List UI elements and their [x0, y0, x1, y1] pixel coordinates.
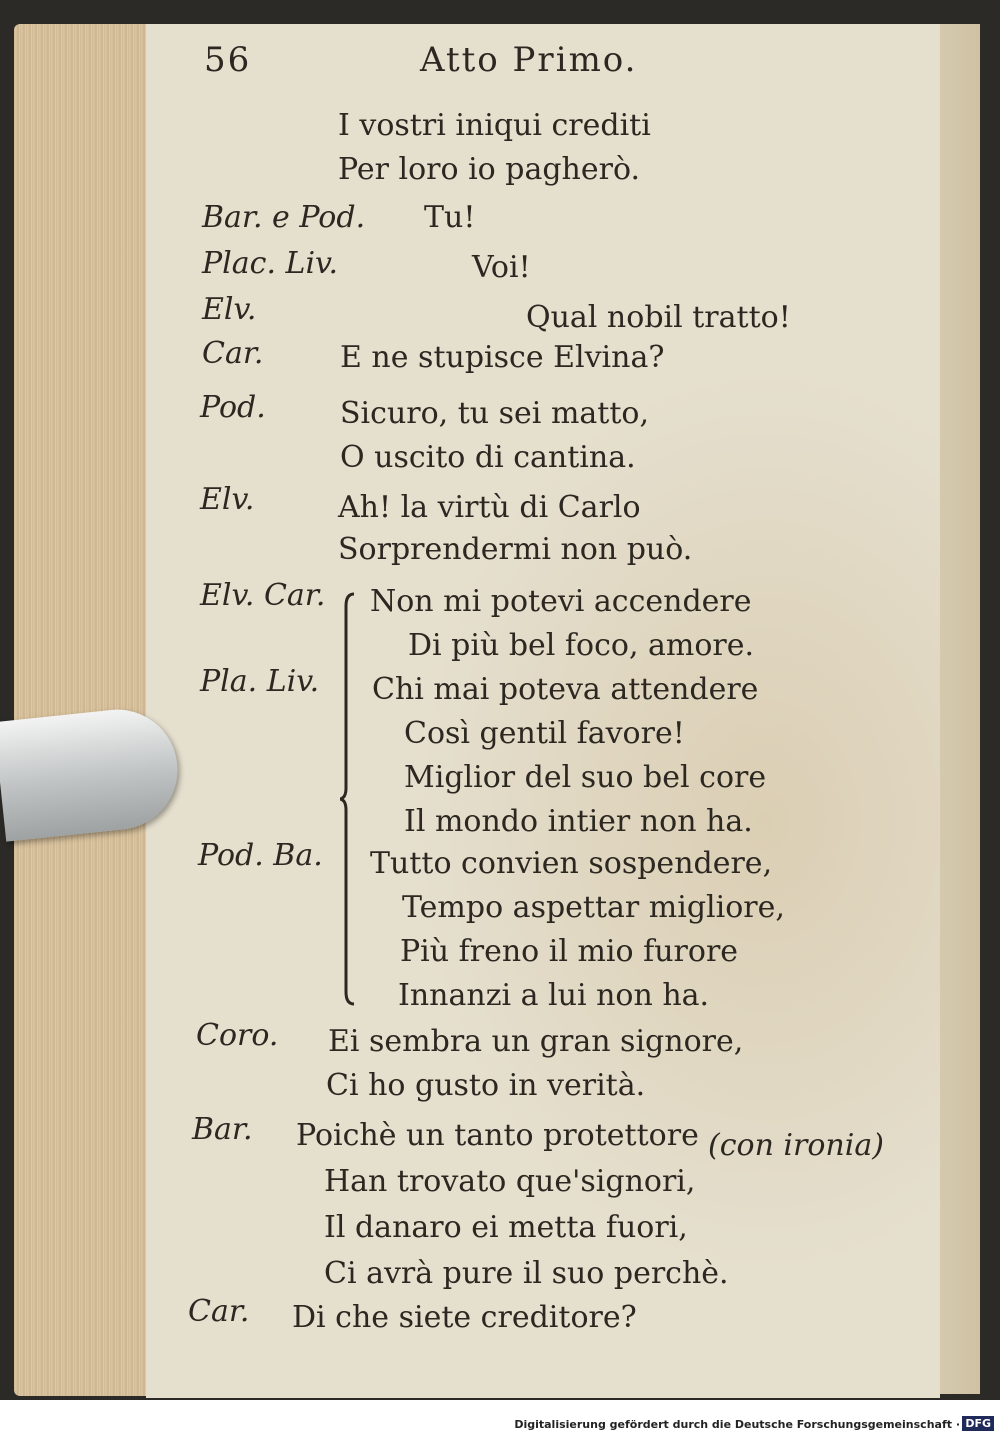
speaker-label: Car. [188, 1294, 250, 1329]
verse-line: Ei sembra un gran signore, [328, 1024, 744, 1059]
footer-credit: Digitalisierung gefördert durch die Deutsche Forschungsgemeinschaft · [514, 1418, 960, 1431]
verse-line: Ci avrà pure il suo perchè. [324, 1256, 729, 1291]
verse-line: Voi! [472, 250, 531, 285]
verse-line: Qual nobil tratto! [526, 300, 791, 335]
verse-line: Tu! [424, 200, 476, 235]
verse-line: Di che siete creditore? [292, 1300, 637, 1335]
verse-line: Ci ho gusto in verità. [326, 1068, 646, 1103]
verse-line: Così gentil favore! [404, 716, 685, 751]
verse-line: Han trovato que'signori, [324, 1164, 696, 1199]
speaker-label: Coro. [196, 1018, 279, 1053]
verse-line: Di più bel foco, amore. [408, 628, 755, 663]
verse-line: Miglior del suo bel core [404, 760, 767, 795]
verse-line: Innanzi a lui non ha. [398, 978, 710, 1013]
verse-line: I vostri iniqui crediti [338, 108, 651, 143]
speaker-label: Elv. [200, 482, 255, 517]
brace-bracket [340, 592, 358, 1006]
verse-line: Chi mai poteva attendere [372, 672, 759, 707]
verse-line: Tempo aspettar migliore, [402, 890, 785, 925]
speaker-label: Bar. e Pod. [202, 200, 366, 235]
verse-line: Non mi potevi accendere [370, 584, 752, 619]
page-title: Atto Primo. [420, 40, 638, 80]
verse-line: Sorprendermi non può. [338, 532, 693, 567]
dfg-logo: DFG [962, 1416, 994, 1431]
verse-line: Il mondo intier non ha. [404, 804, 753, 839]
speaker-label: Car. [202, 336, 264, 371]
stage-direction: (con ironia) [708, 1128, 884, 1163]
speaker-label: Pla. Liv. [200, 664, 320, 699]
speaker-label: Elv. Car. [200, 578, 326, 613]
speaker-label: Plac. Liv. [202, 246, 338, 281]
speaker-label: Pod. [200, 390, 266, 425]
speaker-label: Elv. [202, 292, 257, 327]
verse-line: Più freno il mio furore [400, 934, 739, 969]
verse-line: E ne stupisce Elvina? [340, 340, 665, 375]
verse-line: O uscito di cantina. [340, 440, 636, 475]
verse-line: Tutto convien sospendere, [370, 846, 773, 881]
verse-line: Poichè un tanto protettore [296, 1118, 699, 1153]
verse-line: Per loro io pagherò. [338, 152, 641, 187]
verse-line: Il danaro ei metta fuori, [324, 1210, 688, 1245]
speaker-label: Bar. [192, 1112, 253, 1147]
verse-line: Sicuro, tu sei matto, [340, 396, 649, 431]
speaker-label: Pod. Ba. [198, 838, 323, 873]
page-number: 56 [204, 40, 252, 80]
verse-line: Ah! la virtù di Carlo [338, 490, 641, 525]
